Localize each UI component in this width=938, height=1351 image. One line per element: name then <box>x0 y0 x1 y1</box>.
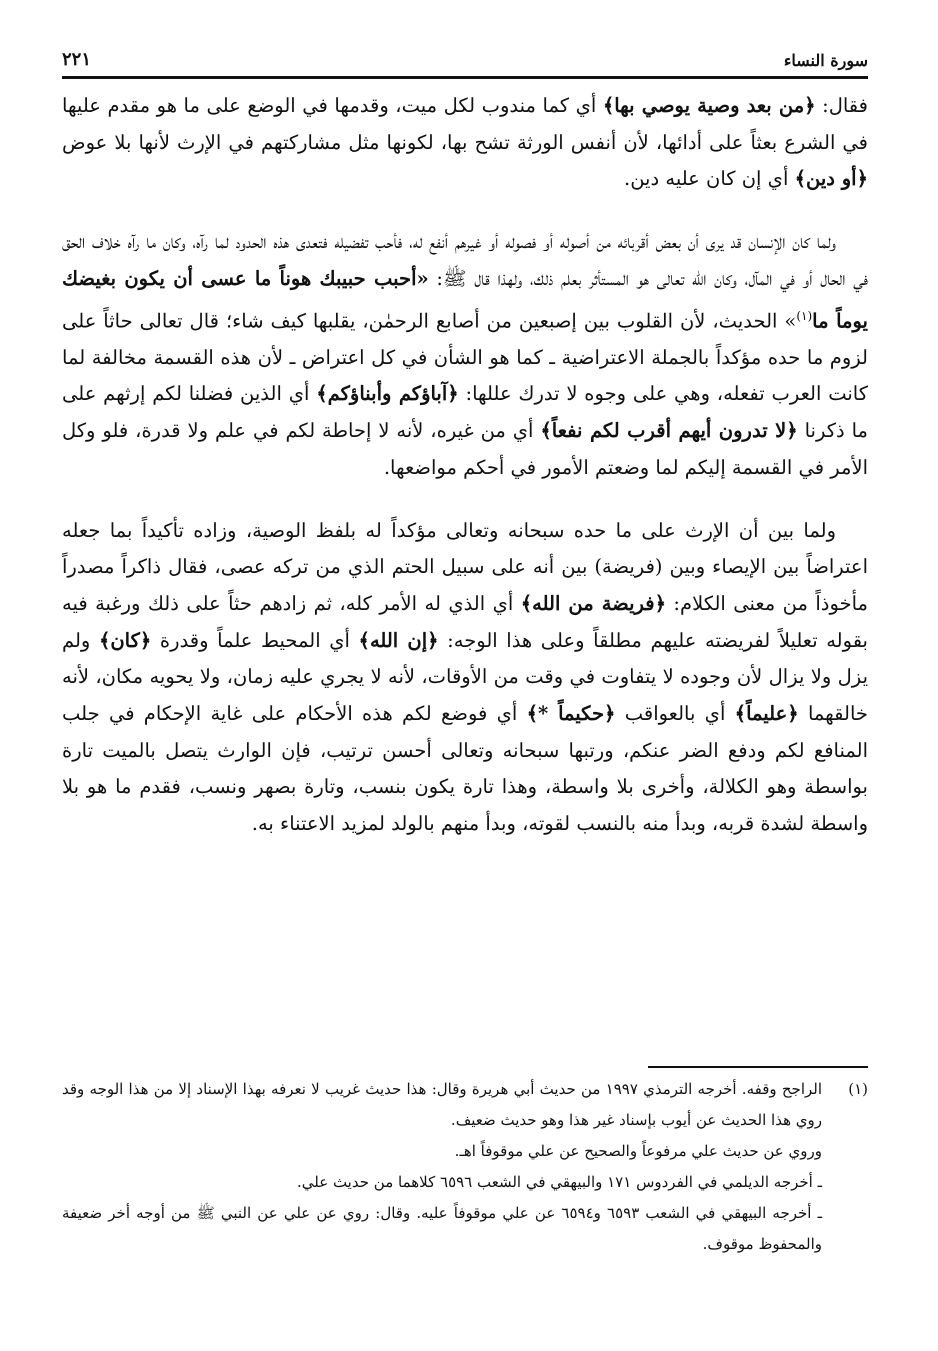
quoted-text: ﴿عليماً﴾ <box>734 702 799 726</box>
page-number: ٢٢١ <box>62 49 92 70</box>
paragraph-3 <box>62 513 868 843</box>
quoted-text: ﴿لا تدرون أيهم أقرب لكم نفعاً﴾ <box>540 419 798 443</box>
footnote-reference: (١) <box>796 308 813 323</box>
footnote-number: (١) <box>848 1080 868 1098</box>
quoted-text: ﴿حكيماً *﴾ <box>526 702 616 726</box>
body-text: أي من غيره، لأنه لا إحاطة لكم في علم ولا قدرة، فلو وكل الأمر في القسمة إليكم لما وضعتم الأمور في أحكم مواضعها. <box>62 419 868 479</box>
main-text <box>62 88 868 843</box>
surah-title: سورة النساء <box>783 51 868 70</box>
footnote-line: الراجح وقفه. أخرجه الترمذي ١٩٩٧ من حديث أبي هريرة وقال: هذا حديث غريب لا نعرفه بهذا الإسناد إلا من هذا الوجه وقد روي هذا الحديث عن أيوب بإسناد غير هذا وهو حديث ضعيف. <box>62 1080 822 1129</box>
footnote-separator <box>648 1066 868 1068</box>
footnote-1 <box>62 1074 868 1136</box>
quoted-text: ﴿من بعد وصية يوصي بها﴾ <box>602 94 816 117</box>
body-text: أي المحيط علماً وقدرة <box>151 628 359 652</box>
quoted-text: «أحبب حبيبك هوناً ما عسى أن يكون بغيضك يوماً ما <box>62 266 868 333</box>
body-text: أي فوضع لكم هذه الأحكام على غاية الإحكام في جلب المنافع لكم ودفع الضر عنكم، ورتبها سبحانه وتعالى أحسن ترتيب، فإن الوارث يتصل بالميت تارة بواسطة وهو الكلالة، وأخرى بلا واسطة، وهذا تارة يكون بنسب، وتارة بصهر ونسب، فقدم ما هو بلا واسطة لشدة قربه، وبدأ منه بالنسب لقوته، وبدأ منهم بالولد لمزيد الاعتناء به. <box>62 702 868 836</box>
body-text: أي كما مندوب لكل ميت، وقدمها في الوضع على ما هو مقدم عليها في الشرع بعثاً على أدائها، لأن أنفس الورثة تشح بها، لكونها مثل مشاركتهم في الإرث لأنها بلا عوض <box>62 94 868 154</box>
body-text: ولم يزل ولا يزال لأن وجوده لا يتفاوت في وقت من الأوقات، لأنه لا يجري عليه زمان، ولا يحويه مكان، لأنه خالقهما <box>62 628 868 726</box>
body-text: ولما كان الإنسان قد يرى أن بعض أقربائه من أصوله أو فصوله أو غيرهم أنفع له، فأحب تفضيله فتعدى هذه الحدود لما رآه، وكان ما رآه خلاف الحق في الحال أو في المآل، وكان الله تعالى هو المستأثر بعلم ذلك، ولهذا قال ﷺ: <box>62 230 868 290</box>
footnotes <box>62 1074 868 1260</box>
quoted-text: ﴿أو دين﴾ <box>794 167 868 191</box>
body-text: أي الذين فضلنا لكم إرثهم على ما ذكرنا <box>62 382 868 443</box>
running-header <box>62 44 868 70</box>
body-text: أي الذي له الأمر كله، ثم زادهم حثاً على ذلك ورغبة فيه بقوله تعليلاً لفريضته عليهم مطلقاً وعلى هذا الوجه: <box>62 591 868 652</box>
quoted-text: ﴿آباؤكم وأبناؤكم﴾ <box>316 382 459 406</box>
body-text: فقال: <box>815 94 868 117</box>
footnote-line: ـ أخرجه الديلمي في الفردوس ١٧١ والبيهقي في الشعب ٦٥٩٦ كلاهما من حديث علي. <box>297 1173 822 1191</box>
body-text: أي إن كان عليه دين. <box>624 167 795 191</box>
body-text: ولما بين أن الإرث على ما حده سبحانه وتعالى مؤكداً له بلفظ الوصية، وزاده تأكيداً بما جعله اعتراضاً بين الإيصاء وبين (فريضة) بين أنه على سبيل الحتم الذي من تركه عصى، فقال ذاكراً مصدراً مأخوذاً من معنى الكلام: <box>62 518 868 615</box>
footnote-line: وروي عن حديث علي مرفوعاً والصحيح عن علي موقوفاً اهـ. <box>454 1142 822 1160</box>
body-text: أي بالعواقب <box>615 702 735 726</box>
quoted-text: ﴿كان﴾ <box>98 628 152 652</box>
paragraph-2 <box>62 224 868 486</box>
body-text: » الحديث، لأن القلوب بين إصبعين من أصابع الرحمٰن، يقلبها كيف شاء؛ قال تعالى حاثاً على لزوم ما حده مؤكداً بالجملة الاعتراضية ـ كما هو الشأن في كل اعتراض ـ لأن هذه القسمة مخالفة لما كانت العرب تفعله، وهي على وجوه لا تدرك عللها: <box>62 309 869 406</box>
paragraph-1 <box>62 88 868 198</box>
footnote-line: ـ أخرجه البيهقي في الشعب ٦٥٩٣ و٦٥٩٤ عن علي موقوفاً عليه. وقال: روي عن علي عن النبي ﷺ من أوجه أخر ضعيفة والمحفوظ موقوف. <box>62 1204 822 1253</box>
quoted-text: ﴿فريضة من الله﴾ <box>520 591 667 615</box>
quoted-text: ﴿إن الله﴾ <box>358 628 439 652</box>
header-rule <box>62 76 868 79</box>
